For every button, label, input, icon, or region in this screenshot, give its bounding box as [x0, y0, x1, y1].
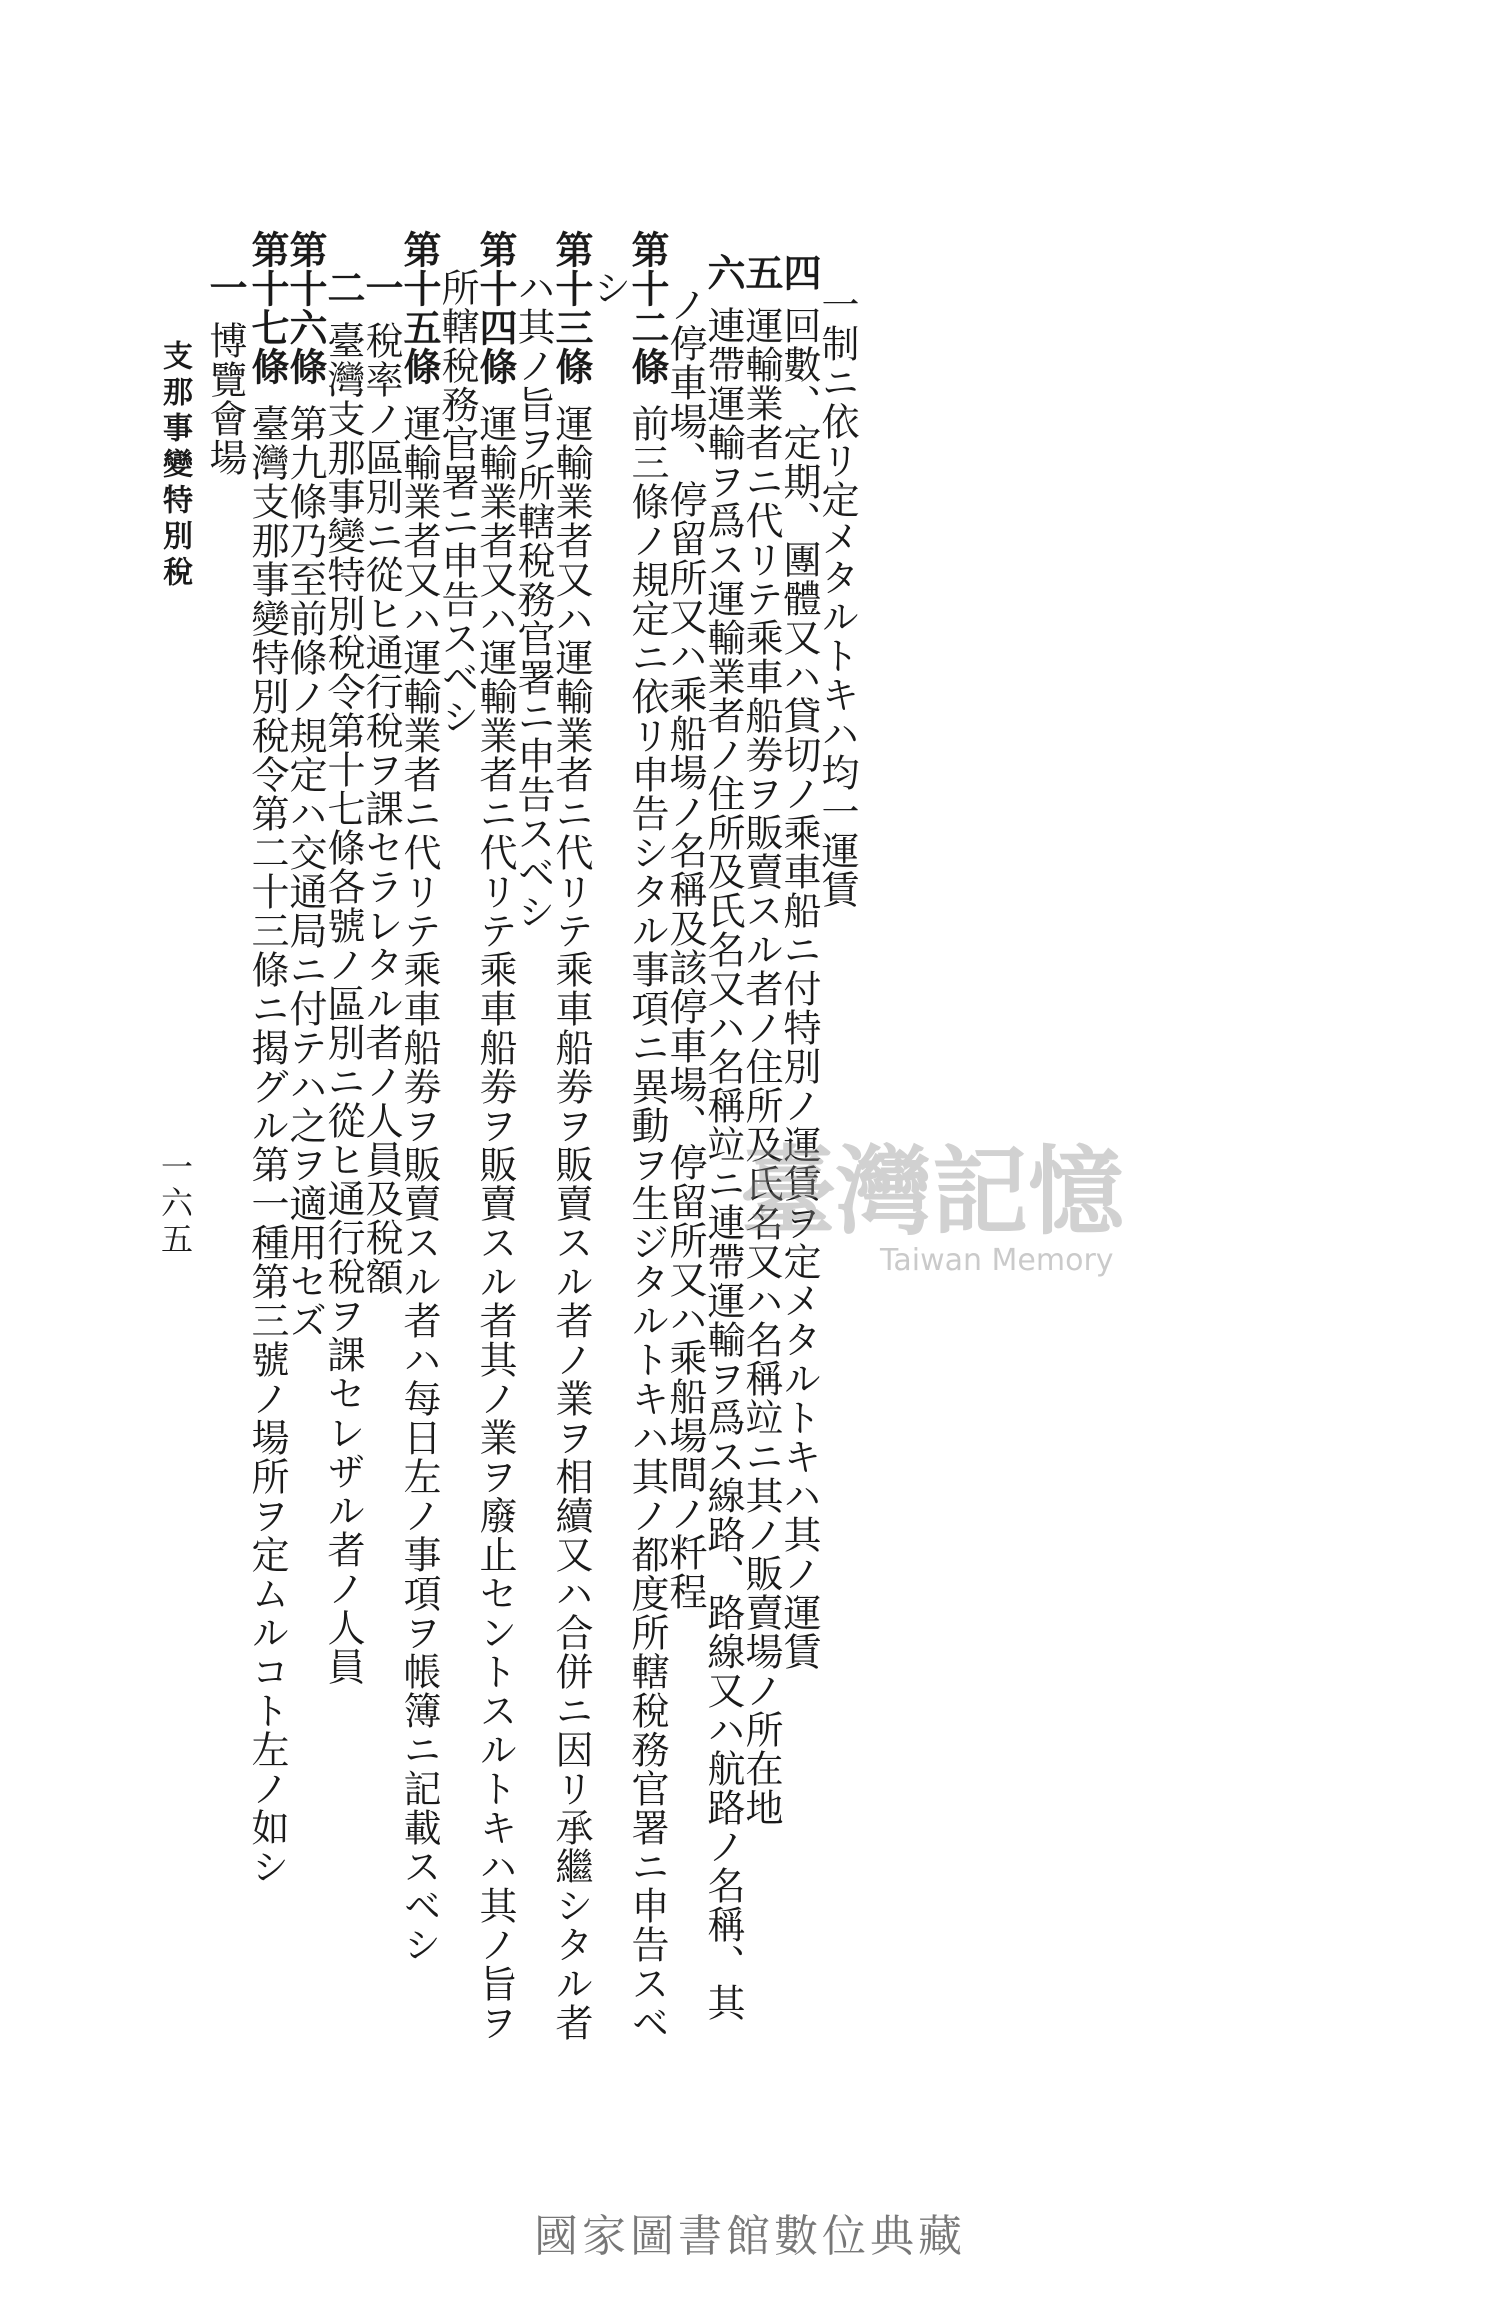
item-number: 一: [359, 268, 403, 307]
column-text: 一制ニ依リ定メタルトキハ均一運賃: [815, 285, 859, 909]
text-column: [587, 268, 631, 307]
column-text: 臺灣支那事變特別稅令第二十三條ニ揭グル第一種第三號ノ場所ヲ定ムルコト左ノ如シ: [245, 404, 289, 1886]
column-text: 運輸業者又ハ運輸業者ニ代リテ乘車船劵ヲ販賣スル者ハ每日左ノ事項ヲ帳簿ニ記載スベシ: [397, 404, 441, 1964]
text-column: [359, 268, 403, 1296]
column-text: 稅率ノ區別ニ從ヒ通行稅ヲ課セラレタル者ノ人員及稅額: [359, 321, 403, 1296]
page-number: 一六五: [156, 1150, 194, 1258]
seal-subtext: Taiwan Memory: [880, 1243, 1114, 1278]
text-column: [435, 268, 479, 736]
column-text: シ: [587, 268, 631, 307]
article-number: 第十二條: [625, 230, 669, 386]
item-number: 二: [321, 268, 365, 307]
column-text: 運輸業者又ハ運輸業者ニ代リテ乘車船劵ヲ販賣スル者其ノ業ヲ廢止セントスルトキハ其ノ旨ヲ: [473, 404, 517, 2042]
item-number: 四: [777, 253, 821, 292]
column-text: 所轄稅務官署ニ申告スベシ: [435, 268, 479, 736]
text-column: [203, 268, 247, 477]
article-number: 第十三條: [549, 230, 593, 386]
column-text: 連帶運輸ヲ爲ス運輸業者ノ住所及氏名又ハ名稱竝ニ連帶運輸ヲ爲ス線路、路線又ハ航路ノ名稱、其: [701, 306, 745, 2022]
running-header: 支那事變特別稅: [157, 340, 192, 592]
article-number: 第十五條: [397, 230, 441, 386]
seal-text: 臺灣記憶: [740, 1135, 1124, 1248]
column-text: 第九條乃至前條ノ規定ハ交通局ニ付テハ之ヲ適用セズ: [283, 404, 327, 1340]
text-column: [701, 253, 745, 2022]
column-text: 臺灣支那事變特別稅令第十七條各號ノ區別ニ從ヒ通行稅ヲ課セレザル者ノ人員: [321, 321, 365, 1686]
text-column: [625, 230, 669, 2042]
text-column: [549, 230, 593, 2042]
text-column: [245, 230, 289, 1886]
column-text: 運輸業者又ハ運輸業者ニ代リテ乘車船劵ヲ販賣スル者ノ業ヲ相續又ハ合併ニ因リ承繼シタル者: [549, 404, 593, 2042]
column-text: 運輸業者ニ代リテ乘車船劵ヲ販賣スル者ノ住所及氏名又ハ名稱竝ニ其ノ販賣場ノ所在地: [739, 306, 783, 1827]
footer-watermark: 國家圖書館數位典藏: [534, 2211, 966, 2262]
article-number: 第十四條: [473, 230, 517, 386]
item-number: 六: [701, 253, 745, 292]
text-column: [511, 268, 555, 931]
article-number: 第十六條: [283, 230, 327, 386]
column-text: 博覽會場: [203, 321, 247, 477]
text-column: [739, 253, 783, 1827]
text-column: [777, 253, 821, 1671]
text-column: [815, 285, 859, 909]
item-number: 五: [739, 253, 783, 292]
column-text: ハ其ノ旨ヲ所轄稅務官署ニ申告スベシ: [511, 268, 555, 931]
column-text: 前三條ノ規定ニ依リ申告シタル事項ニ異動ヲ生ジタルトキハ其ノ都度所轄稅務官署ニ申告スベ: [625, 404, 669, 2042]
text-column: [473, 230, 517, 2042]
text-column: [397, 230, 441, 1964]
text-column: [663, 285, 707, 1611]
text-column: [283, 230, 327, 1340]
item-number: 一: [203, 268, 247, 307]
article-number: 第十七條: [245, 230, 289, 386]
text-column: [321, 268, 365, 1686]
column-text: ノ停車場、停留所又ハ乘船場ノ名稱及該停車場、停留所又ハ乘船場間ノ粁程: [663, 285, 707, 1611]
column-text: 回數、定期、團體又ハ貸切ノ乘車船ニ付特別ノ運賃ヲ定メタルトキハ其ノ運賃: [777, 306, 821, 1671]
